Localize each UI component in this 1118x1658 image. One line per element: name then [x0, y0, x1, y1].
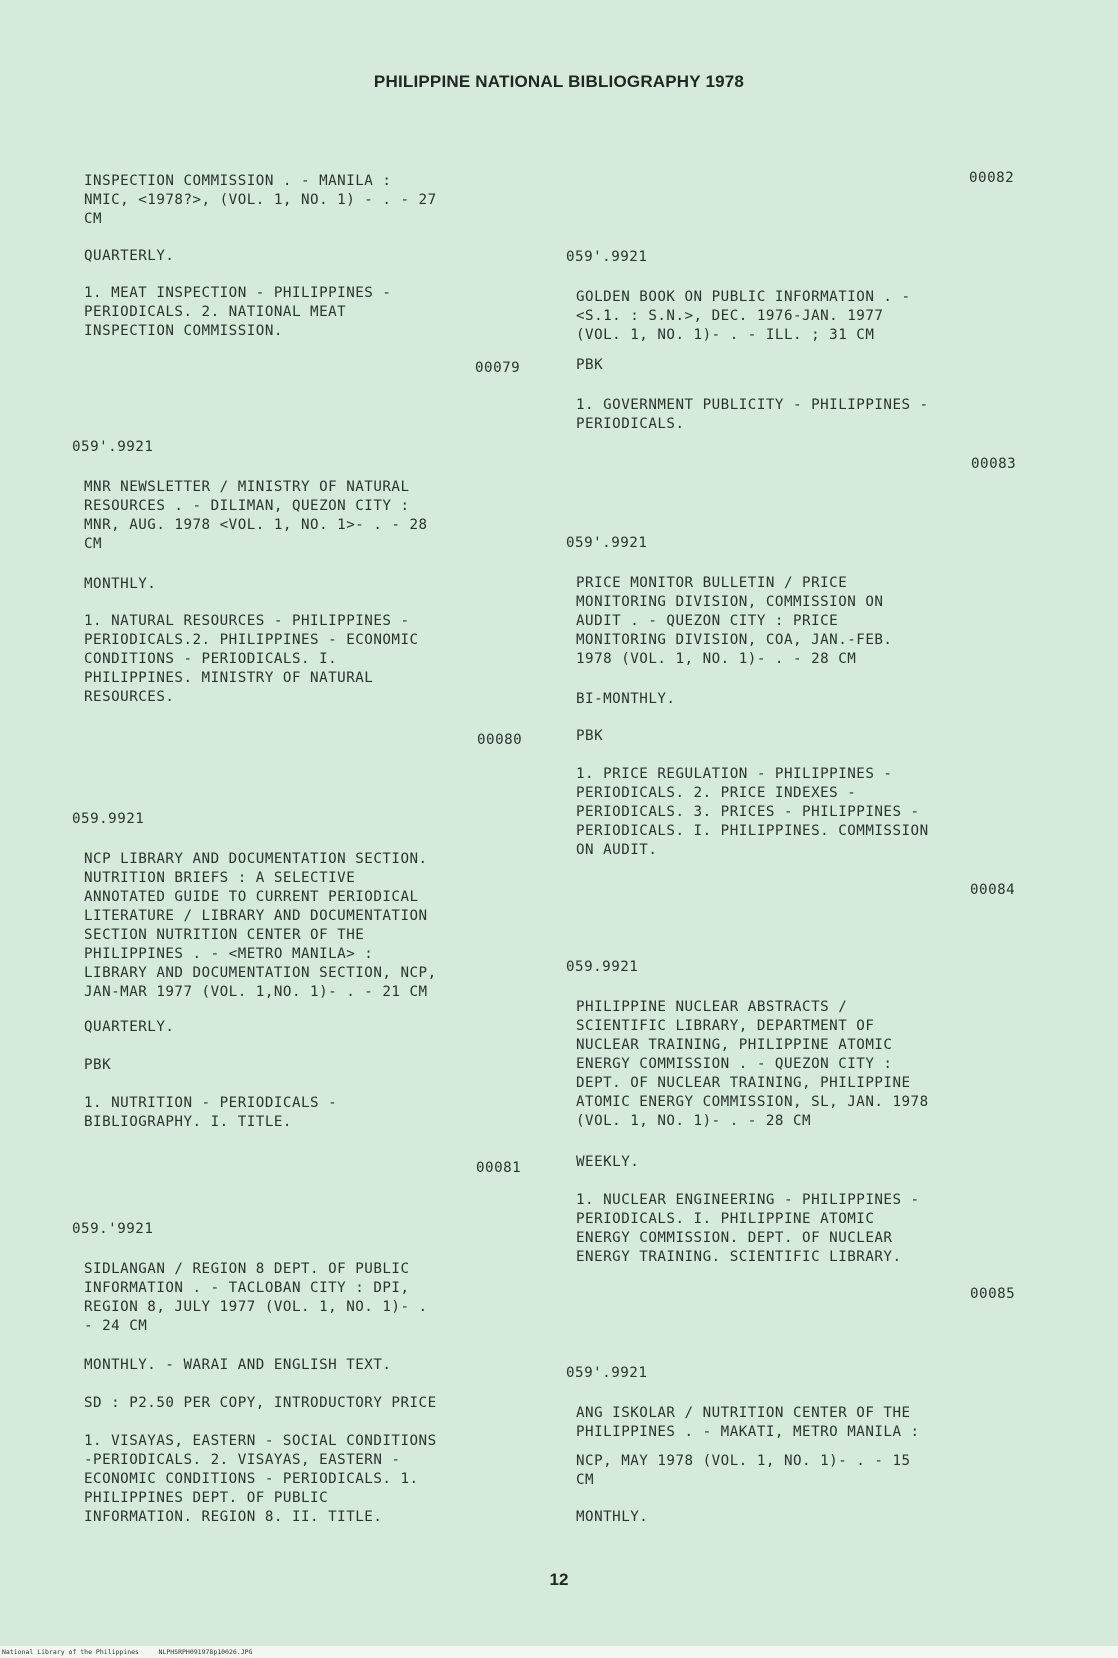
entry-frequency: MONTHLY. - WARAI AND ENGLISH TEXT.: [84, 1357, 392, 1373]
entry-number: 00080: [477, 732, 523, 748]
page-title: PHILIPPINE NATIONAL BIBLIOGRAPHY 1978: [373, 72, 745, 91]
entry-price: SD : P2.50 PER COPY, INTRODUCTORY PRICE: [84, 1395, 437, 1411]
entry-pbk: PBK: [84, 1057, 112, 1073]
entry-subjects: 1. MEAT INSPECTION - PHILIPPINES - PERIODICALS. 2. NATIONAL MEAT INSPECTION COMMISSION.: [84, 285, 392, 339]
entry-title: ANG ISKOLAR / NUTRITION CENTER OF THE PHILIPPINES . - MAKATI, METRO MANILA :: [576, 1405, 920, 1440]
entry-title: MNR NEWSLETTER / MINISTRY OF NATURAL RESOURCES . - DILIMAN, QUEZON CITY : MNR, AUG. 1978 <VOL. 1, NO. 1>- . - 28 CM: [84, 479, 428, 552]
entry-title: INSPECTION COMMISSION . - MANILA : NMIC, <1978?>, (VOL. 1, NO. 1) - . - 27 CM: [84, 173, 437, 227]
classification-number: 059.9921: [72, 811, 145, 827]
classification-number: 059'.9921: [72, 439, 154, 455]
entry-title: NCP LIBRARY AND DOCUMENTATION SECTION. NUTRITION BRIEFS : A SELECTIVE ANNOTATED GUIDE TO CURRENT PERIODICAL LITERATURE / LIBRARY AND DOCUMENTATION SECTION NUTRITION CENTER OF THE PHILIPPINES . - <METRO MANILA> : LIBRARY AND DOCUMENTATION SECTION, NCP, JAN-MAR 1977 (VOL. 1,NO. 1)- . - 21 CM: [84, 851, 437, 1000]
entry-pbk: PBK: [576, 357, 604, 373]
entry-subjects: 1. NATURAL RESOURCES - PHILIPPINES - PERIODICALS.2. PHILIPPINES - ECONOMIC CONDITIONS - PERIODICALS. I. PHILIPPINES. MINISTRY OF NATURAL RESOURCES.: [84, 613, 419, 705]
entry-frequency: MONTHLY.: [576, 1509, 649, 1525]
page-number: 12: [549, 1570, 569, 1589]
entry-subjects: 1. GOVERNMENT PUBLICITY - PHILIPPINES - PERIODICALS.: [576, 397, 929, 432]
entry-number: 00079: [475, 360, 521, 376]
classification-number: 059.'9921: [72, 1221, 154, 1237]
entry-title: PHILIPPINE NUCLEAR ABSTRACTS / SCIENTIFIC LIBRARY, DEPARTMENT OF NUCLEAR TRAINING, PHILIPPINE ATOMIC ENERGY COMMISSION . - QUEZON CITY : DEPT. OF NUCLEAR TRAINING, PHILIPPINE ATOMIC ENERGY COMMISSION, SL, JAN. 1978 (VOL. 1, NO. 1)- . - 28 CM: [576, 999, 929, 1129]
entry-title: SIDLANGAN / REGION 8 DEPT. OF PUBLIC INFORMATION . - TACLOBAN CITY : DPI, REGION 8, JULY 1977 (VOL. 1, NO. 1)- . - 24 CM: [84, 1261, 428, 1334]
entry-frequency: MONTHLY.: [84, 576, 157, 592]
entry-subjects: 1. PRICE REGULATION - PHILIPPINES - PERIODICALS. 2. PRICE INDEXES - PERIODICALS. 3. PRICES - PHILIPPINES - PERIODICALS. I. PHILIPPINES. COMMISSION ON AUDIT.: [576, 766, 929, 858]
entry-number: 00084: [970, 882, 1016, 898]
entry-number: 00085: [970, 1286, 1016, 1302]
entry-subjects: 1. NUCLEAR ENGINEERING - PHILIPPINES - PERIODICALS. I. PHILIPPINE ATOMIC ENERGY COMMISSION. DEPT. OF NUCLEAR ENERGY TRAINING. SCIENTIFIC LIBRARY.: [576, 1192, 920, 1265]
classification-number: 059'.9921: [566, 1365, 648, 1381]
entry-frequency: QUARTERLY.: [84, 248, 175, 264]
scan-credit: National Library of the Philippines NLPHSRPH091978p10026.JPG: [0, 1646, 1118, 1658]
classification-number: 059.9921: [566, 959, 639, 975]
entry-frequency: QUARTERLY.: [84, 1019, 175, 1035]
classification-number: 059'.9921: [566, 535, 648, 551]
entry-title: PRICE MONITOR BULLETIN / PRICE MONITORING DIVISION, COMMISSION ON AUDIT . - QUEZON CITY : PRICE MONITORING DIVISION, COA, JAN.-FEB. 1978 (VOL. 1, NO. 1)- . - 28 CM: [576, 575, 893, 667]
entry-number: 00083: [971, 456, 1017, 472]
entry-title: GOLDEN BOOK ON PUBLIC INFORMATION . - <S.1. : S.N.>, DEC. 1976-JAN. 1977 (VOL. 1, NO. 1)- . - ILL. ; 31 CM: [576, 289, 911, 343]
entry-frequency: BI-MONTHLY.: [576, 691, 676, 707]
entry-title-continued: NCP, MAY 1978 (VOL. 1, NO. 1)- . - 15 CM: [576, 1453, 911, 1488]
entry-frequency: WEEKLY.: [576, 1154, 640, 1170]
entry-number: 00081: [476, 1160, 522, 1176]
entry-subjects: 1. NUTRITION - PERIODICALS - BIBLIOGRAPHY. I. TITLE.: [84, 1095, 338, 1130]
entry-pbk: PBK: [576, 728, 604, 744]
entry-number: 00082: [969, 170, 1015, 186]
entry-subjects: 1. VISAYAS, EASTERN - SOCIAL CONDITIONS -PERIODICALS. 2. VISAYAS, EASTERN - ECONOMIC CONDITIONS - PERIODICALS. 1. PHILIPPINES DEPT. OF PUBLIC INFORMATION. REGION 8. II. TITLE.: [84, 1433, 437, 1525]
classification-number: 059'.9921: [566, 249, 648, 265]
